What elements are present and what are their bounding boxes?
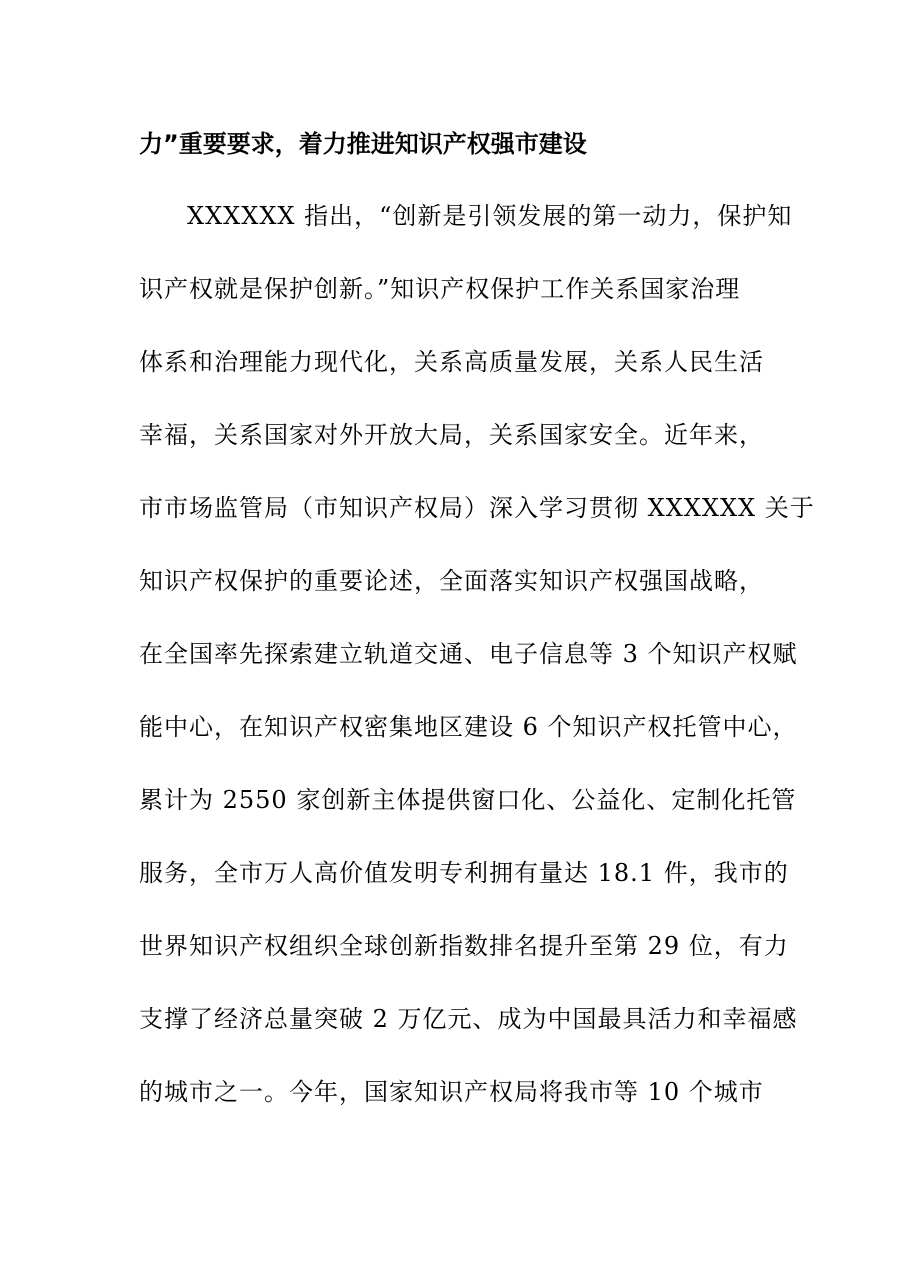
paragraph-line: 知识产权保护的重要论述，全面落实知识产权强国战略， — [139, 567, 764, 595]
document-body — [139, 124, 815, 1112]
section-heading: 力”重要要求，着力推进知识产权强市建设 — [139, 130, 587, 158]
paragraph-line: XXXXXX 指出，“创新是引领发展的第一动力，保护知 — [187, 202, 793, 230]
paragraph-line: 识产权就是保护创新。”知识产权保护工作关系国家治理 — [139, 275, 741, 303]
paragraph-line: 幸福，关系国家对外开放大局，关系国家安全。近年来， — [139, 421, 764, 449]
paragraph-line: 市市场监管局（市知识产权局）深入学习贯彻 XXXXXX 关于 — [139, 494, 815, 522]
paragraph-line: 世界知识产权组织全球创新指数排名提升至第 29 位，有力 — [139, 932, 789, 960]
paragraph-line: 服务，全市万人高价值发明专利拥有量达 18.1 件，我市的 — [139, 859, 789, 887]
paragraph-line: 在全国率先探索建立轨道交通、电子信息等 3 个知识产权赋 — [139, 640, 798, 668]
paragraph-line: 支撑了经济总量突破 2 万亿元、成为中国最具活力和幸福感 — [139, 1005, 798, 1033]
paragraph-line: 累计为 2550 家创新主体提供窗口化、公益化、定制化托管 — [139, 786, 797, 814]
paragraph-line: 能中心，在知识产权密集地区建设 6 个知识产权托管中心， — [139, 713, 798, 741]
paragraph-line: 的城市之一。今年，国家知识产权局将我市等 10 个城市 — [139, 1078, 764, 1106]
paragraph-line: 体系和治理能力现代化，关系高质量发展，关系人民生活 — [139, 348, 764, 376]
